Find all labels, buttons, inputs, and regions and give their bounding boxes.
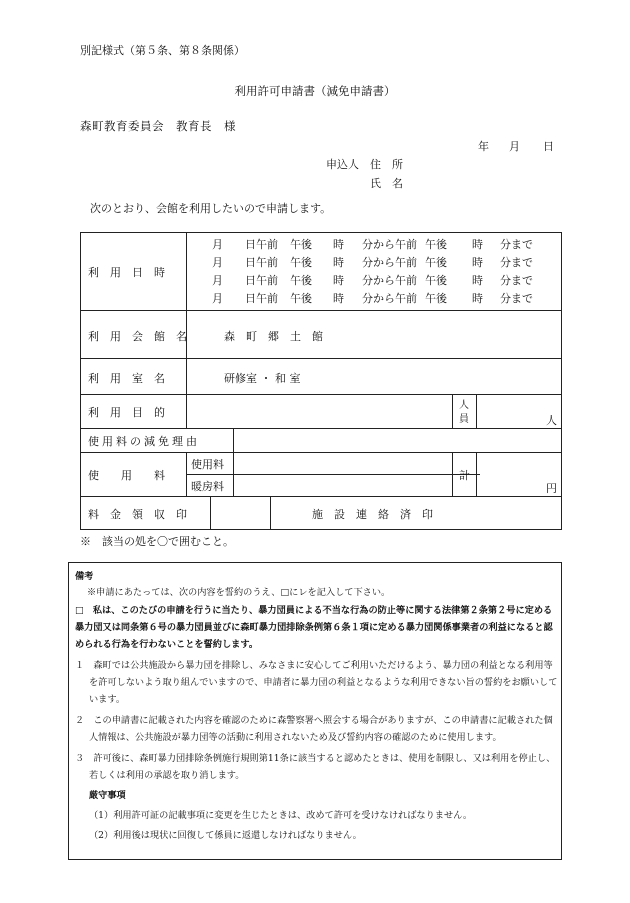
time-hour: 時 xyxy=(472,256,483,269)
hall-label: 利 用 会 館 名 xyxy=(88,330,187,343)
date-month-label: 月 xyxy=(509,140,520,153)
purpose-label: 利 用 目 的 xyxy=(88,406,165,419)
compliance-heading: 厳守事項 xyxy=(89,790,126,801)
remark-item-1: １ 森町では公共施設から暴力団を排除し、みなさまに安心してご利用いただけるよう、暴力団の利益となる利用等 xyxy=(75,660,553,671)
table-line xyxy=(186,474,480,475)
remark-item-1: います。 xyxy=(89,694,126,705)
time-hour: 時 xyxy=(333,274,344,287)
time-month: 月 xyxy=(212,256,223,269)
time-min-from-am: 分から午前 xyxy=(362,274,417,287)
time-min-from-am: 分から午前 xyxy=(362,292,417,305)
total-label: 計 xyxy=(459,469,470,482)
time-pm: 午後 xyxy=(425,292,447,305)
applicant-label: 申込人 xyxy=(326,158,359,171)
time-min-until: 分まで xyxy=(500,238,533,251)
fee-label: 使 用 料 xyxy=(88,469,165,482)
recipient: 森町教育委員会 教育長 様 xyxy=(80,119,236,133)
table-line xyxy=(80,394,562,395)
table-line xyxy=(186,452,187,496)
time-pm: 午後 xyxy=(425,256,447,269)
time-day-am: 日午前 xyxy=(245,274,278,287)
time-day-am: 日午前 xyxy=(245,292,278,305)
compliance-item-2: （2）利用後は現状に回復して係員に返還しなければなりません。 xyxy=(89,830,362,841)
date-year-label: 年 xyxy=(478,140,489,153)
time-min-until: 分まで xyxy=(500,256,533,269)
time-month: 月 xyxy=(212,274,223,287)
room-value: 研修室 ・ 和 室 xyxy=(224,372,301,385)
time-pm: 午後 xyxy=(425,238,447,251)
people-label: 人 xyxy=(459,400,469,411)
time-day-am: 日午前 xyxy=(245,238,278,251)
table-line xyxy=(452,452,453,496)
form-reference: 別記様式（第５条、第８条関係） xyxy=(80,44,245,57)
time-hour: 時 xyxy=(333,238,344,251)
table-line xyxy=(80,232,562,233)
table-line xyxy=(80,496,562,497)
time-month: 月 xyxy=(212,238,223,251)
pledge-text: められる行為を行わないことを誓約します。 xyxy=(75,639,259,650)
time-hour: 時 xyxy=(333,256,344,269)
intro-text: 次のとおり、会館を利用したいので申請します。 xyxy=(90,202,332,215)
remark-item-1: を許可しないよう取り組んでいますので、申請者に暴力団の利益となるような利用できない旨の誓約をお願いして xyxy=(89,677,558,688)
remarks-heading: 備考 xyxy=(75,571,94,582)
name-label: 氏 名 xyxy=(370,177,403,190)
table-line xyxy=(80,529,562,530)
receipt-stamp-label: 料 金 領 収 印 xyxy=(88,508,187,521)
hall-value: 森 町 郷 土 館 xyxy=(224,330,323,343)
remarks-box xyxy=(68,562,562,860)
pledge-checkbox-text: □ 私は、このたびの申請を行うに当たり、暴力団員による不当な行為の防止等に関する法律第２条第２号に定める xyxy=(75,605,553,616)
time-hour: 時 xyxy=(472,274,483,287)
time-pm: 午後 xyxy=(425,274,447,287)
table-line xyxy=(476,452,477,496)
time-pm: 午後 xyxy=(290,256,312,269)
circle-note: ※ 該当の処を〇で囲むこと。 xyxy=(80,535,234,548)
people-unit: 人 xyxy=(546,414,557,427)
table-line xyxy=(210,496,211,530)
time-pm: 午後 xyxy=(290,274,312,287)
table-line xyxy=(80,232,81,530)
time-pm: 午後 xyxy=(290,292,312,305)
pledge-text: 暴力団又は同条第６号の暴力団員並びに森町暴力団排除条例第６条１項に定める暴力団関係事業者の利益になると認 xyxy=(75,622,553,633)
table-line xyxy=(80,452,562,453)
time-min-until: 分まで xyxy=(500,292,533,305)
table-line xyxy=(233,428,234,452)
table-line xyxy=(233,452,234,496)
remark-item-2: ２ この申請書に記載された内容を確認のために森警察署へ照会する場合がありますが、この申請書に記載された個 xyxy=(75,715,553,726)
application-table xyxy=(80,232,562,530)
table-line xyxy=(476,394,477,428)
table-line xyxy=(452,394,453,428)
table-line xyxy=(80,310,562,311)
table-line xyxy=(80,358,562,359)
remark-item-3: ３ 許可後に、森町暴力団排除条例施行規則第11条に該当すると認めたときは、使用を制限し、又は利用を停止し、 xyxy=(75,753,556,764)
time-hour: 時 xyxy=(472,238,483,251)
compliance-item-1: （1）利用許可証の記載事項に変更を生じたときは、改めて許可を受けなければなりません。 xyxy=(89,810,473,821)
date-day-label: 日 xyxy=(543,140,554,153)
fee-usage-label: 使用料 xyxy=(191,458,224,471)
yen-unit: 円 xyxy=(546,482,557,495)
time-hour: 時 xyxy=(333,292,344,305)
time-day-am: 日午前 xyxy=(245,256,278,269)
reduction-reason-label: 使用料の減免理由 xyxy=(88,435,200,448)
remark-item-3: 若しくは利用の承認を取り消します。 xyxy=(89,770,245,781)
remark-item-2: 人情報は、公共施設が暴力団等の活動に利用されないため及び誓約内容の確認のために使用します。 xyxy=(89,732,502,743)
table-line xyxy=(80,428,562,429)
time-month: 月 xyxy=(212,292,223,305)
remarks-instruction: ※申請にあたっては、次の内容を誓約のうえ、□にレを記入して下さい。 xyxy=(87,587,391,598)
contact-stamp-label: 施 設 連 絡 済 印 xyxy=(312,508,433,521)
time-pm: 午後 xyxy=(290,238,312,251)
table-line xyxy=(561,232,562,530)
table-line xyxy=(270,496,271,530)
time-min-from-am: 分から午前 xyxy=(362,238,417,251)
time-min-from-am: 分から午前 xyxy=(362,256,417,269)
address-label: 住 所 xyxy=(370,158,403,171)
time-min-until: 分まで xyxy=(500,274,533,287)
time-hour: 時 xyxy=(472,292,483,305)
usage-date-label: 利 用 日 時 xyxy=(88,266,165,279)
people-label: 員 xyxy=(459,414,469,425)
room-label: 利 用 室 名 xyxy=(88,372,165,385)
document-title: 利用許可申請書（減免申請書） xyxy=(234,84,396,98)
fee-heating-label: 暖房料 xyxy=(191,480,224,493)
